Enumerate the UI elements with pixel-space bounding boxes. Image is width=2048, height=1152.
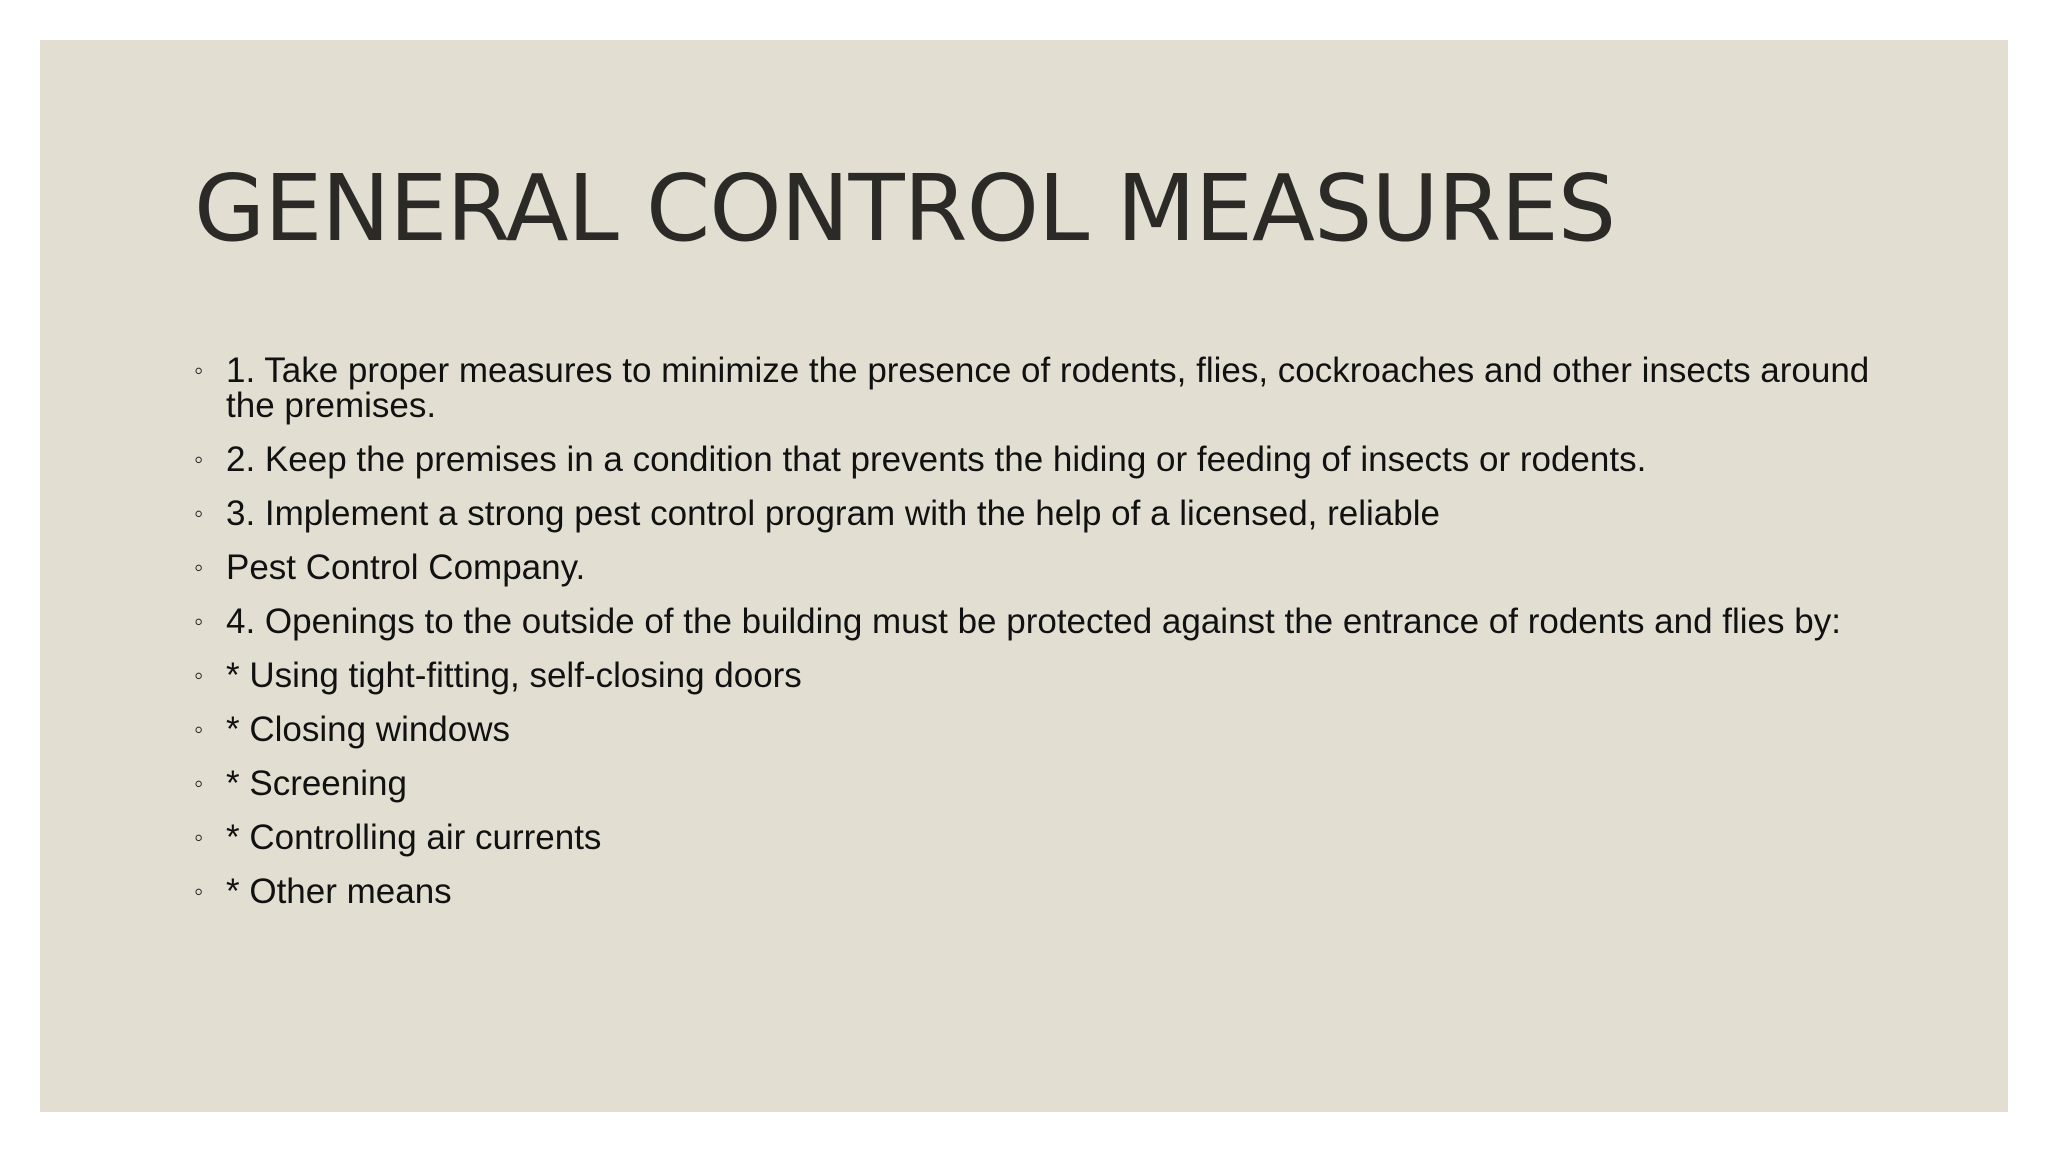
bullet-text: Pest Control Company. (226, 548, 586, 587)
bullet-text: * Screening (226, 764, 407, 803)
bullet-text: * Other means (226, 872, 452, 911)
bullet-circle-icon: ◦ (194, 876, 204, 906)
bullet-text: 4. Openings to the outside of the building must be protected against the entrance of rodents and flies by: (226, 602, 1841, 641)
slide (40, 40, 2008, 1112)
bullet-text: * Controlling air currents (226, 818, 602, 857)
bullet-text: 2. Keep the premises in a condition that prevents the hiding or feeding of insects or rodents. (226, 440, 1647, 479)
bullet-circle-icon: ◦ (194, 355, 204, 385)
bullet-item (194, 442, 1914, 477)
bullet-item (194, 820, 1914, 855)
bullet-circle-icon: ◦ (194, 498, 204, 528)
bullet-item (194, 353, 1914, 423)
slide-title: GENERAL CONTROL MEASURES (194, 155, 1616, 262)
bullet-item (194, 550, 1914, 585)
bullet-item (194, 604, 1914, 639)
bullet-item (194, 658, 1914, 693)
bullet-text: * Closing windows (226, 710, 511, 749)
bullet-item (194, 496, 1914, 531)
bullet-text: 3. Implement a strong pest control program with the help of a licensed, reliable (226, 494, 1440, 533)
bullet-circle-icon: ◦ (194, 822, 204, 852)
bullet-circle-icon: ◦ (194, 444, 204, 474)
bullet-item (194, 766, 1914, 801)
bullet-circle-icon: ◦ (194, 660, 204, 690)
bullet-item (194, 874, 1914, 909)
bullet-text: 1. Take proper measures to minimize the presence of rodents, flies, cockroaches and other insects around the premises. (226, 351, 1870, 425)
bullet-text: * Using tight-fitting, self-closing doors (226, 656, 802, 695)
bullet-circle-icon: ◦ (194, 714, 204, 744)
bullet-item (194, 712, 1914, 747)
bullet-circle-icon: ◦ (194, 768, 204, 798)
bullet-circle-icon: ◦ (194, 606, 204, 636)
bullet-list (194, 353, 1914, 928)
bullet-circle-icon: ◦ (194, 552, 204, 582)
